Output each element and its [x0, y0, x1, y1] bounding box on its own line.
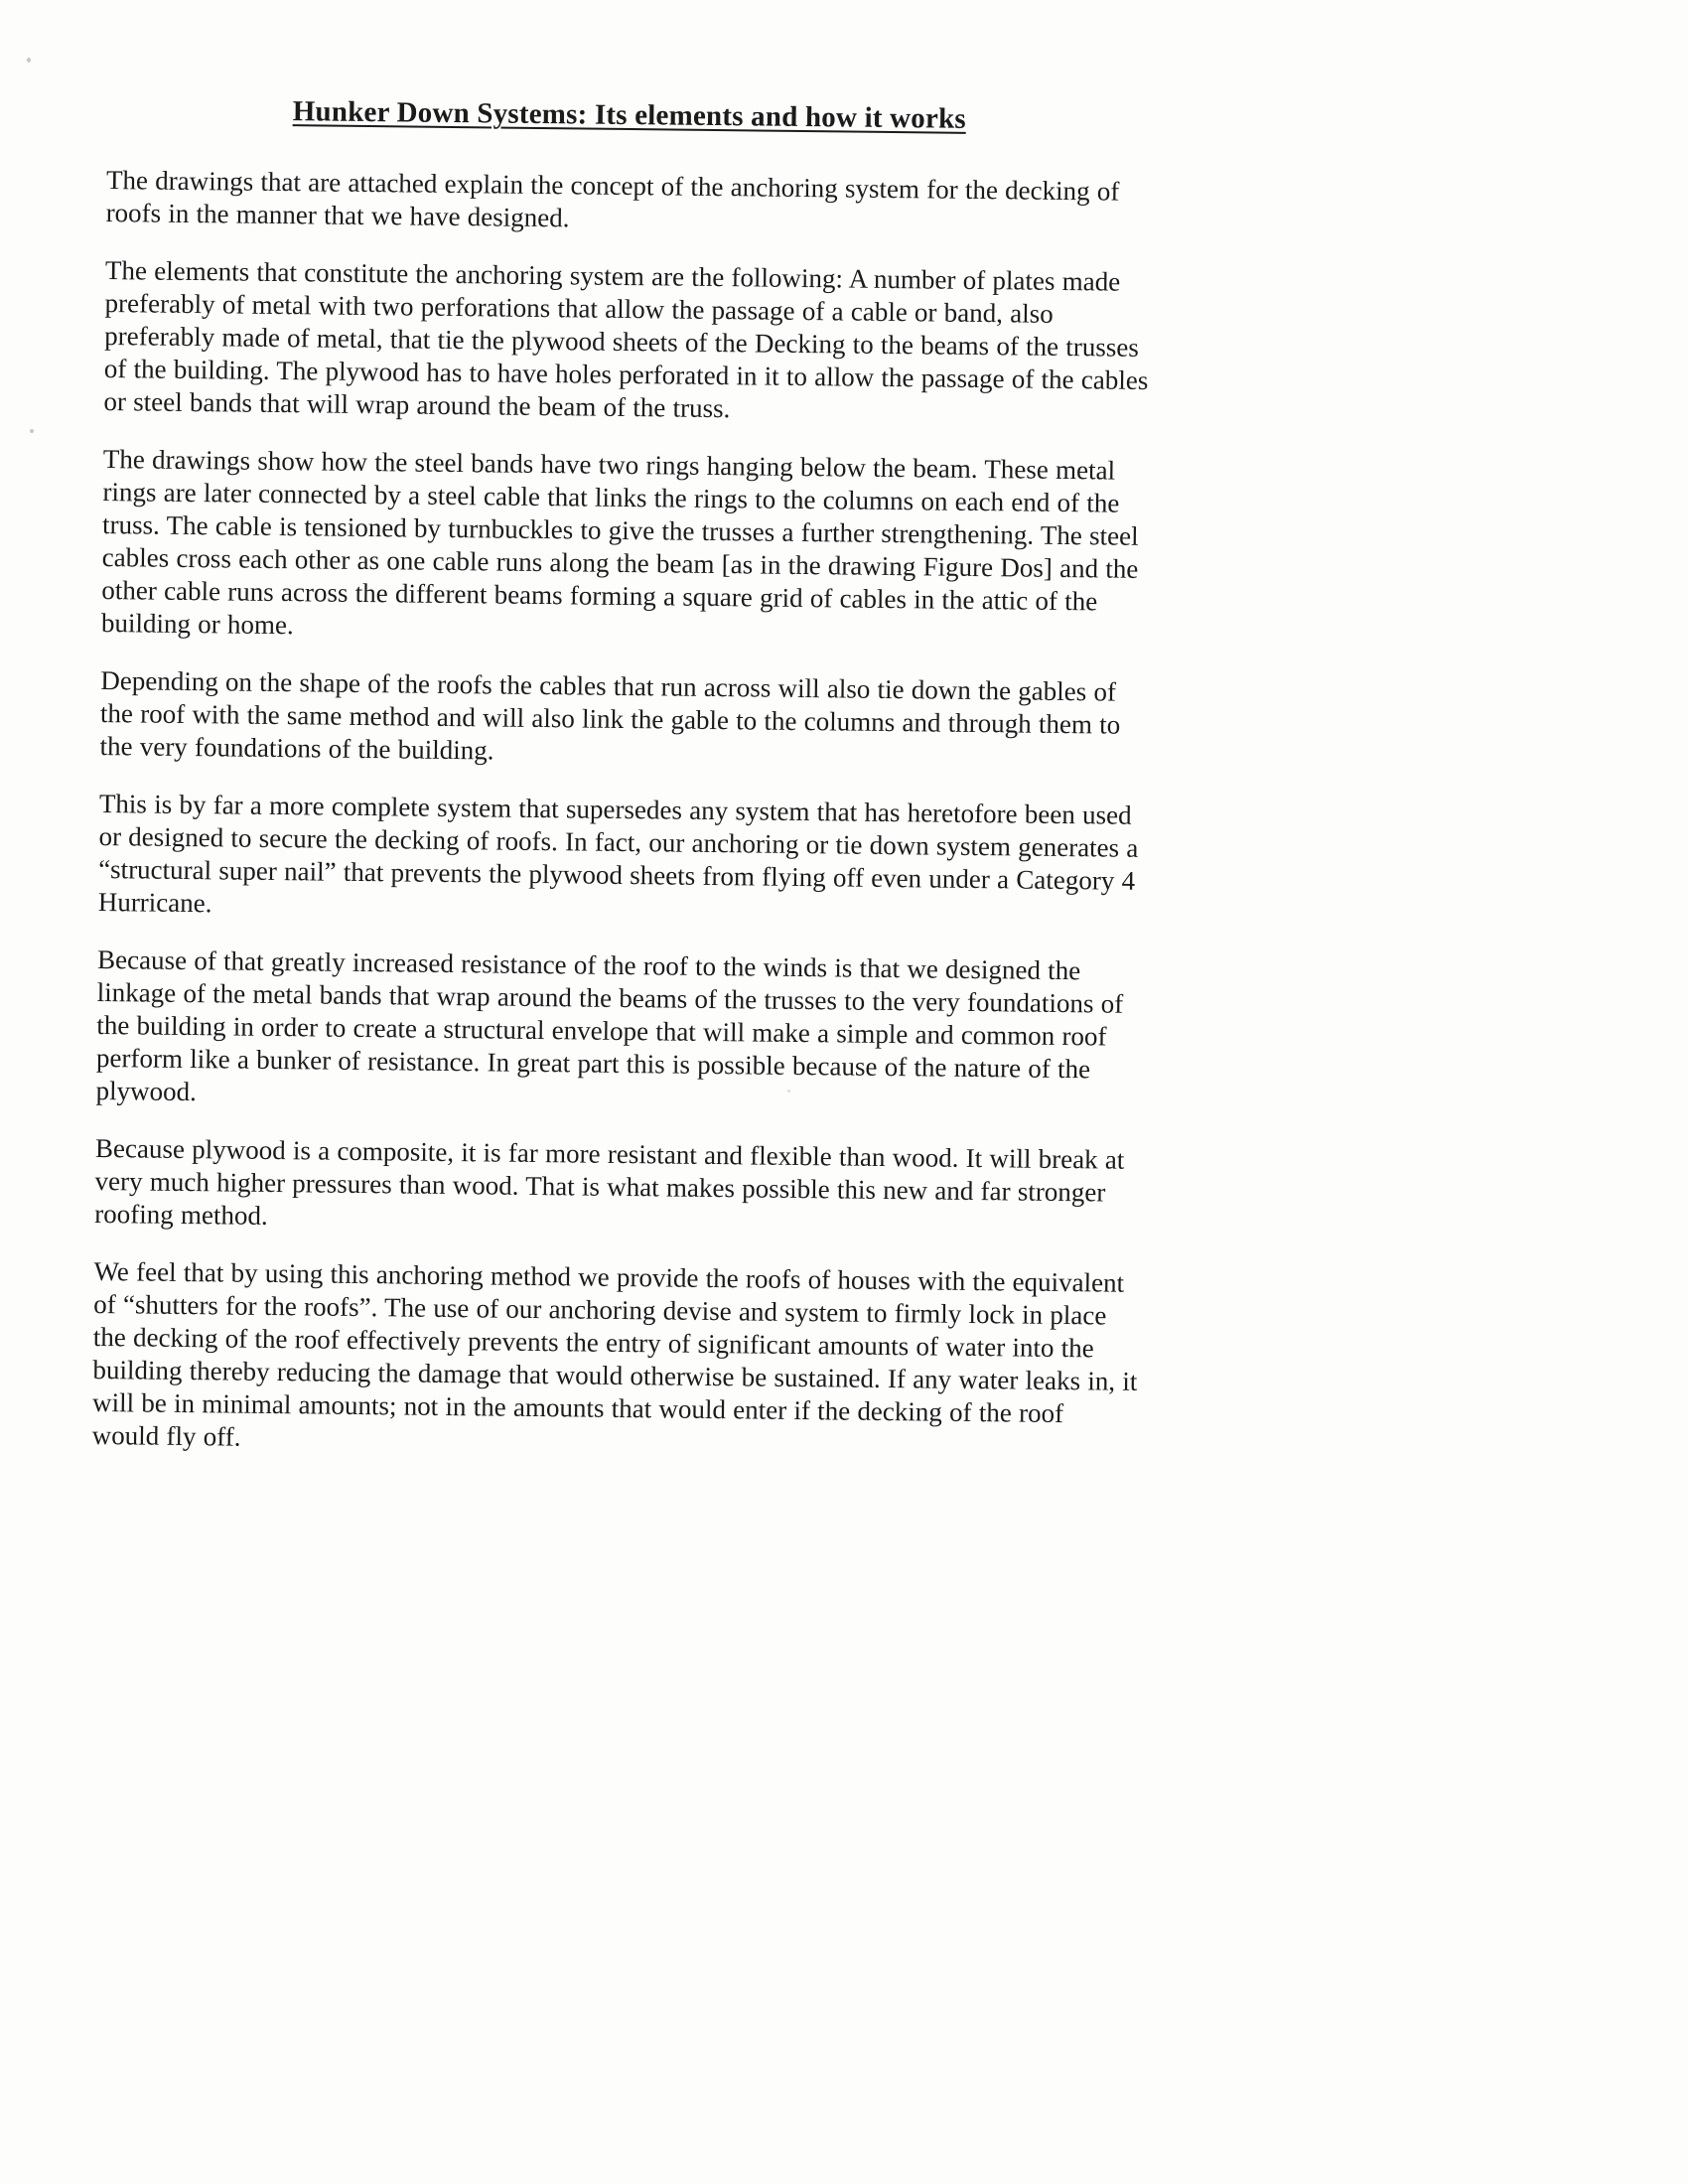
paragraph-system-elements: The elements that constitute the anchoring system are the following: A number of plates made preferably of metal with two perforations that allow the passage of a cable or band, also preferably made of metal, that tie the plywood sheets of the Decking to the beams of the trusses of the building. The plywood has to have holes perforated in it to allow the passage of the cables or steel bands that will wrap around the beam of the truss.: [103, 255, 1149, 424]
paragraph-plywood-composite: Because plywood is a composite, it is far more resistant and flexible than wood. It will break at very much higher pressures than wood. That is what makes possible this new and far stronger roofing method.: [94, 1132, 1125, 1231]
scan-artifact: [30, 429, 34, 433]
paragraph-roof-shape-gables: Depending on the shape of the roofs the cables that run across will also tie down the gables of the roof with the same method and will also link the gable to the columns and through them to the very foundations of the building.: [99, 664, 1121, 766]
paragraph-steel-bands-rings: The drawings show how the steel bands have two rings hanging below the beam. These metal rings are later connected by a steel cable that links the rings to the columns on each end of the truss. The cable is tensioned by turnbuckles to give the trusses a further strengthening. The steel cables cross each other as one cable runs along the beam [as in the drawing Figure Dos] and the other cable runs across the different beams forming a square grid of cables in the attic of the building or home.: [100, 444, 1139, 641]
paragraph-complete-system: This is by far a more complete system that supersedes any system that has heretofore been used or designed to secure the decking of roofs. In fact, our anchoring or tie down system generates a “structural super nail” that prevents the plywood sheets from flying off even under a Category 4 Hurricane.: [97, 788, 1139, 919]
document-title: Hunker Down Systems: Its elements and how it works: [292, 95, 967, 135]
scan-artifact: [27, 58, 31, 63]
paragraph-drawings-attached: The drawings that are attached explain the concept of the anchoring system for the decking of roofs in the manner that we have designed.: [105, 165, 1120, 233]
paragraph-shutters-for-roofs: We feel that by using this anchoring method we provide the roofs of houses with the equivalent of “shutters for the roofs”. The use of our anchoring devise and system to firmly lock in place the decking of the roof effectively prevents the entry of significant amounts of water into the building thereby reducing the damage that would otherwise be sustained. If any water leaks in, it will be in minimal amounts; not in the amounts that would enter if the decking of the roof would fly off.: [91, 1255, 1138, 1452]
paragraph-increased-resistance: Because of that greatly increased resistance of the roof to the winds is that we designed the linkage of the metal bands that wrap around the beams of the trusses to the very foundations of the building in order to create a structural envelope that will make a simple and common roof perform like a bunker of resistance. In great part this is possible because of the nature of the plywood.: [95, 944, 1124, 1107]
document-content: [91, 93, 1152, 1489]
